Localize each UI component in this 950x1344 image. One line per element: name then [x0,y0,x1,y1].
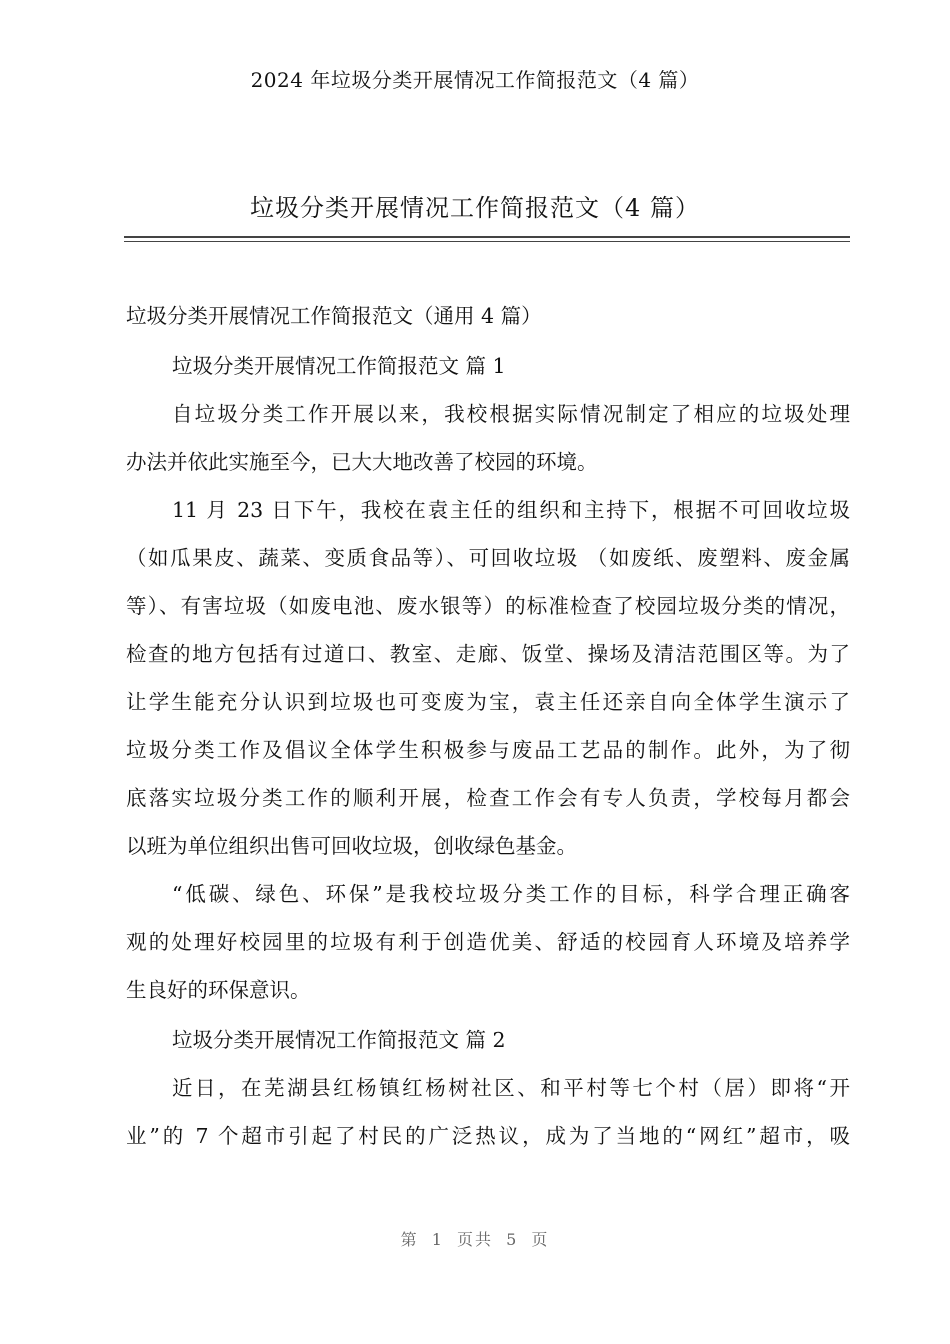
paragraph-line: 办法并依此实施至今，已大大地改善了校园的环境。 [126,450,598,474]
document-title: 垃圾分类开展情况工作简报范文（4 篇） [250,194,700,222]
title-divider [124,236,850,242]
section-heading-2: 垃圾分类开展情况工作简报范文 篇 2 [172,1028,506,1052]
running-header: 2024 年垃圾分类开展情况工作简报范文（4 篇） [250,68,700,92]
paragraph-line: 底落实垃圾分类工作的顺利开展，检查工作会有专人负责，学校每月都会 [126,786,850,810]
paragraph-line: 自垃圾分类工作开展以来，我校根据实际情况制定了相应的垃圾处理 [172,402,850,426]
paragraph-line: 观的处理好校园里的垃圾有利于创造优美、舒适的校园育人环境及培养学 [126,930,850,954]
paragraph-line: 检查的地方包括有过道口、教室、走廊、饭堂、操场及清洁范围区等。为了 [126,642,850,666]
paragraph-line: 生良好的环保意识。 [126,978,311,1002]
paragraph-line: 等）、有害垃圾（如废电池、废水银等）的标准检查了校园垃圾分类的情况， [126,594,850,618]
section-heading-1: 垃圾分类开展情况工作简报范文 篇 1 [172,354,506,378]
paragraph-2 [126,486,850,870]
paragraph-line: 以班为单位组织出售可回收垃圾，创收绿色基金。 [126,834,577,858]
paragraph-line: （如瓜果皮、蔬菜、变质食品等）、可回收垃圾 （如废纸、废塑料、废金属 [126,546,850,570]
document-subtitle: 垃圾分类开展情况工作简报范文（通用 4 篇） [126,304,542,328]
paragraph-line: 垃圾分类工作及倡议全体学生积极参与废品工艺品的制作。此外，为了彻 [126,738,850,762]
paragraph-line: 让学生能充分认识到垃圾也可变废为宝，袁主任还亲自向全体学生演示了 [126,690,850,714]
page-number-footer: 第 1 页共 5 页 [400,1230,550,1249]
paragraph-line: 11 月 23 日下午，我校在袁主任的组织和主持下，根据不可回收垃圾 [172,498,850,522]
paragraph-1 [126,390,850,486]
paragraph-line: 业”的 7 个超市引起了村民的广泛热议，成为了当地的“网红”超市，吸 [126,1124,850,1148]
paragraph-3 [126,870,850,1014]
paragraph-4 [126,1064,850,1160]
document-body [126,292,850,1160]
paragraph-line: “低碳、绿色、环保”是我校垃圾分类工作的目标，科学合理正确客 [172,882,850,906]
paragraph-line: 近日，在芜湖县红杨镇红杨树社区、和平村等七个村（居）即将“开 [172,1076,850,1100]
